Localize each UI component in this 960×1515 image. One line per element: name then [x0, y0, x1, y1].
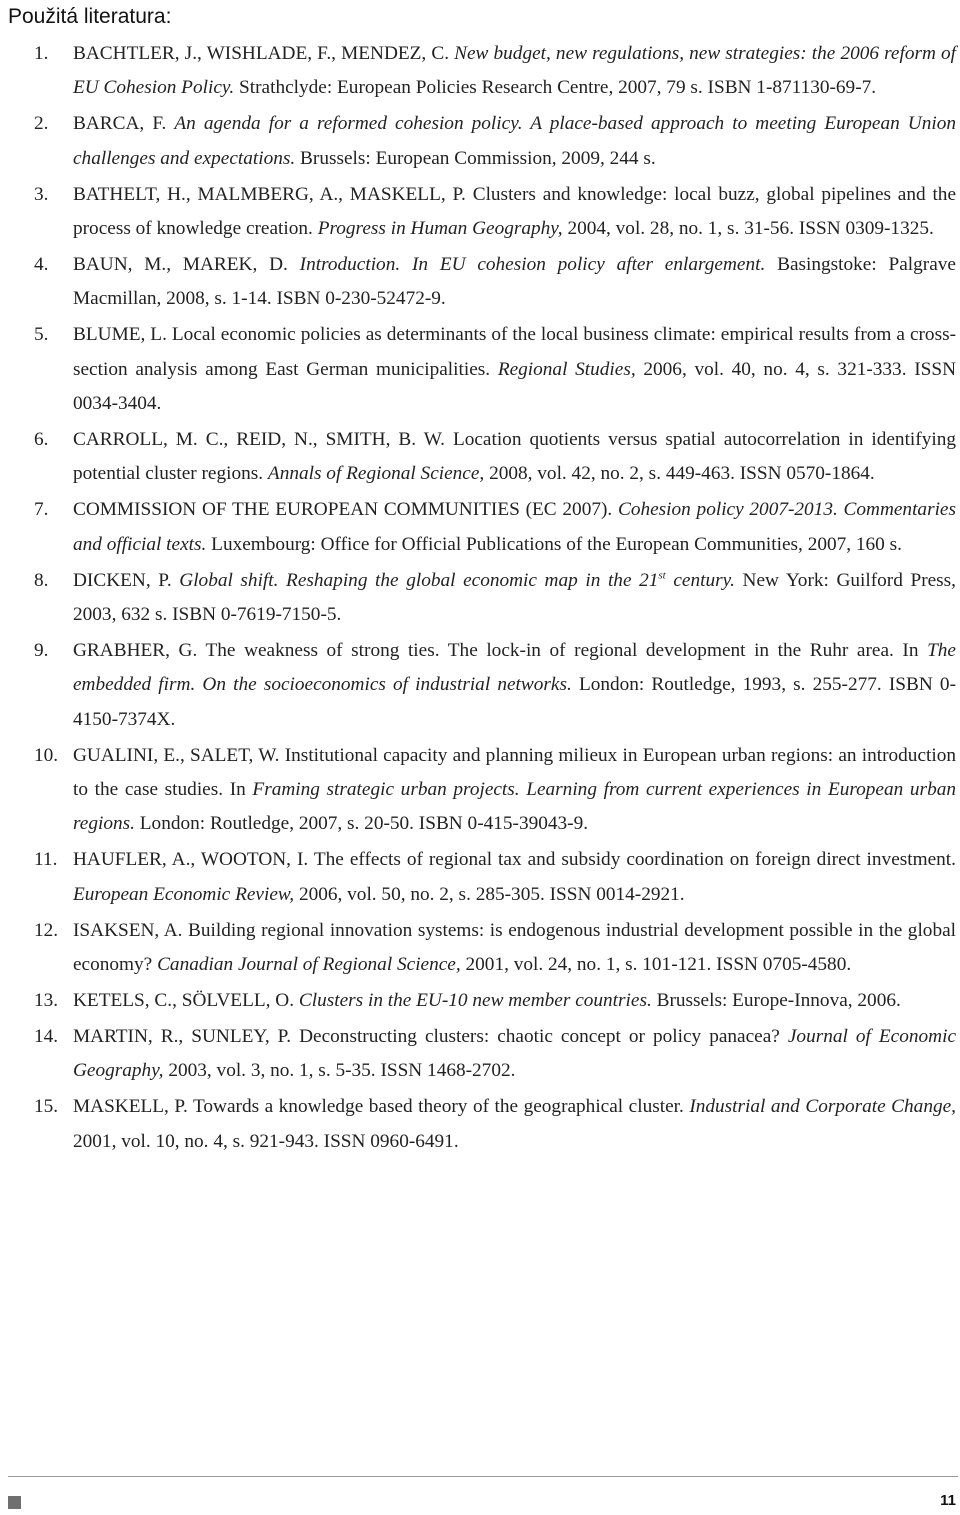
reference-number: 7.	[34, 499, 49, 521]
reference-item	[0, 318, 960, 421]
reference-item	[0, 564, 960, 633]
reference-number: 1.	[34, 43, 49, 64]
reference-item	[0, 493, 960, 562]
reference-article-title: Towards a knowledge based theory of the geographical cluster.	[192, 1096, 684, 1118]
reference-article-title: The weakness of strong ties. The lock-in of regional development in the Ruhr area. In	[205, 639, 919, 661]
reference-article-title: Local economic policies as determinants of the local business climate: empirical results from a cross-section analysis among East German municipalities.	[73, 324, 956, 380]
page-number: 11	[940, 1492, 956, 1509]
reference-item	[0, 1020, 960, 1089]
reference-item	[0, 634, 960, 737]
reference-authors: KETELS, C., SÖLVELL, O.	[73, 989, 295, 1011]
reference-authors: BARCA, F.	[73, 113, 167, 135]
reference-authors: BACHTLER, J., WISHLADE, F., MENDEZ, C.	[73, 43, 450, 64]
reference-authors: BAUN, M., MAREK, D.	[73, 253, 288, 275]
reference-list	[0, 37, 960, 1161]
reference-title: Introduction. In EU cohesion policy after enlargement.	[299, 253, 766, 275]
reference-publication: 2001, vol. 10, no. 4, s. 921-943. ISSN 0960-6491.	[73, 1130, 459, 1152]
reference-item	[0, 739, 960, 842]
reference-item	[0, 1090, 960, 1159]
reference-authors: BLUME, L.	[73, 324, 167, 346]
reference-title: Cohesion policy 2007-2013. Commentaries and official texts.	[73, 499, 956, 555]
footer-square-marker	[8, 1496, 21, 1509]
reference-journal: Annals of Regional Science,	[267, 463, 485, 485]
reference-authors: HAUFLER, A., WOOTON, I.	[73, 849, 309, 871]
reference-item	[0, 423, 960, 492]
reference-article-title: Institutional capacity and planning milieux in European urban regions: an introduction to the case studies. In	[73, 744, 956, 801]
reference-authors: ISAKSEN, A.	[73, 919, 183, 941]
reference-number: 14.	[34, 1025, 59, 1047]
reference-authors: CARROLL, M. C., REID, N., SMITH, B. W.	[73, 428, 445, 450]
reference-publication: Brussels: European Commission, 2009, 244 s.	[300, 147, 656, 169]
reference-item	[0, 843, 960, 912]
reference-number: 13.	[34, 989, 59, 1011]
reference-article-title: Clusters and knowledge: local buzz, global pipelines and the process of knowledge creation.	[73, 183, 956, 240]
reference-authors: MASKELL, P.	[73, 1096, 188, 1118]
reference-number: 3.	[34, 183, 49, 205]
reference-publication: 2006, vol. 40, no. 4, s. 321-333. ISSN 0034-3404.	[73, 358, 957, 415]
reference-title: Global shift. Reshaping the global economic map in the 21	[179, 569, 659, 591]
reference-number: 4.	[34, 253, 49, 275]
reference-number: 11.	[34, 849, 58, 871]
reference-publication: 2004, vol. 28, no. 1, s. 31-56. ISSN 0309-1325.	[567, 218, 934, 240]
reference-authors: DICKEN, P.	[73, 569, 172, 591]
reference-number: 5.	[34, 324, 49, 346]
reference-article-title: Location quotients versus spatial autocorrelation in identifying potential cluster regions.	[73, 428, 956, 485]
reference-authors: BATHELT, H., MALMBERG, A., MASKELL, P.	[73, 183, 466, 205]
reference-item	[0, 178, 960, 247]
reference-publication: 2006, vol. 50, no. 2, s. 285-305. ISSN 0014-2921.	[298, 883, 685, 905]
reference-book-title: Framing strategic urban projects. Learning from current experiences in European urban regions.	[73, 779, 956, 835]
reference-journal: Regional Studies,	[497, 358, 636, 380]
reference-publication: Brussels: Europe-Innova, 2006.	[656, 989, 901, 1011]
reference-title: New budget, new regulations, new strategies: the 2006 reform of EU Cohesion Policy.	[73, 43, 956, 99]
reference-authors: GRABHER, G.	[73, 639, 198, 661]
reference-authors: COMMISSION OF THE EUROPEAN COMMUNITIES (EC 2007).	[73, 499, 613, 521]
reference-journal: Journal of Economic Geography,	[73, 1025, 957, 1082]
reference-journal: Industrial and Corporate Change,	[689, 1096, 956, 1118]
reference-publication: 2008, vol. 42, no. 2, s. 449-463. ISSN 0570-1864.	[489, 463, 875, 485]
page-heading: Použitá literatura:	[8, 5, 172, 28]
reference-article-title: The effects of regional tax and subsidy coordination on foreign direct investment.	[313, 849, 956, 871]
reference-number: 12.	[34, 919, 59, 941]
reference-publication: 2001, vol. 24, no. 1, s. 101-121. ISSN 0705-4580.	[465, 954, 852, 976]
reference-item	[0, 37, 960, 106]
reference-number: 15.	[34, 1096, 59, 1118]
reference-title-end: century.	[673, 569, 735, 591]
reference-item	[0, 914, 960, 983]
reference-publication: Luxembourg: Office for Official Publications of the European Communities, 2007, 160 s.	[211, 533, 902, 555]
reference-journal: European Economic Review,	[73, 883, 295, 905]
reference-authors: MARTIN, R., SUNLEY, P.	[73, 1025, 292, 1047]
reference-publication: London: Routledge, 1993, s. 255-277. ISBN 0-4150-7374X.	[73, 674, 956, 730]
reference-item	[0, 107, 960, 176]
reference-title: An agenda for a reformed cohesion policy. A place-based approach to meeting European Union challenges and expectations.	[73, 113, 956, 169]
reference-authors: GUALINI, E., SALET, W.	[73, 744, 280, 766]
reference-number: 9.	[34, 639, 49, 661]
reference-number: 8.	[34, 569, 49, 591]
footer-divider	[8, 1476, 958, 1477]
reference-title: Clusters in the EU-10 new member countries.	[298, 989, 652, 1011]
reference-journal: Canadian Journal of Regional Science,	[157, 954, 461, 976]
reference-item	[0, 248, 960, 317]
reference-publication: Basingstoke: Palgrave Macmillan, 2008, s. 1-14. ISBN 0-230-52472-9.	[73, 253, 956, 310]
reference-publication: 2003, vol. 3, no. 1, s. 5-35. ISSN 1468-2702.	[168, 1060, 516, 1082]
reference-journal: Progress in Human Geography,	[317, 218, 563, 240]
reference-publication: New York: Guilford Press, 2003, 632 s. ISBN 0-7619-7150-5.	[73, 569, 956, 625]
reference-article-title: Building regional innovation systems: is endogenous industrial development possible in the global economy?	[73, 919, 957, 976]
reference-superscript: st	[658, 569, 666, 582]
reference-publication: London: Routledge, 2007, s. 20-50. ISBN 0-415-39043-9.	[139, 813, 589, 835]
reference-number: 6.	[34, 428, 49, 450]
reference-book-title: The embedded firm. On the socioeconomics of industrial networks.	[73, 639, 956, 696]
reference-number: 10.	[34, 744, 59, 766]
reference-item	[0, 984, 960, 1018]
reference-number: 2.	[34, 113, 49, 135]
reference-article-title: Deconstructing clusters: chaotic concept or policy panacea?	[299, 1025, 780, 1047]
reference-publication: Strathclyde: European Policies Research Centre, 2007, 79 s. ISBN 1-871130-69-7.	[239, 77, 877, 99]
